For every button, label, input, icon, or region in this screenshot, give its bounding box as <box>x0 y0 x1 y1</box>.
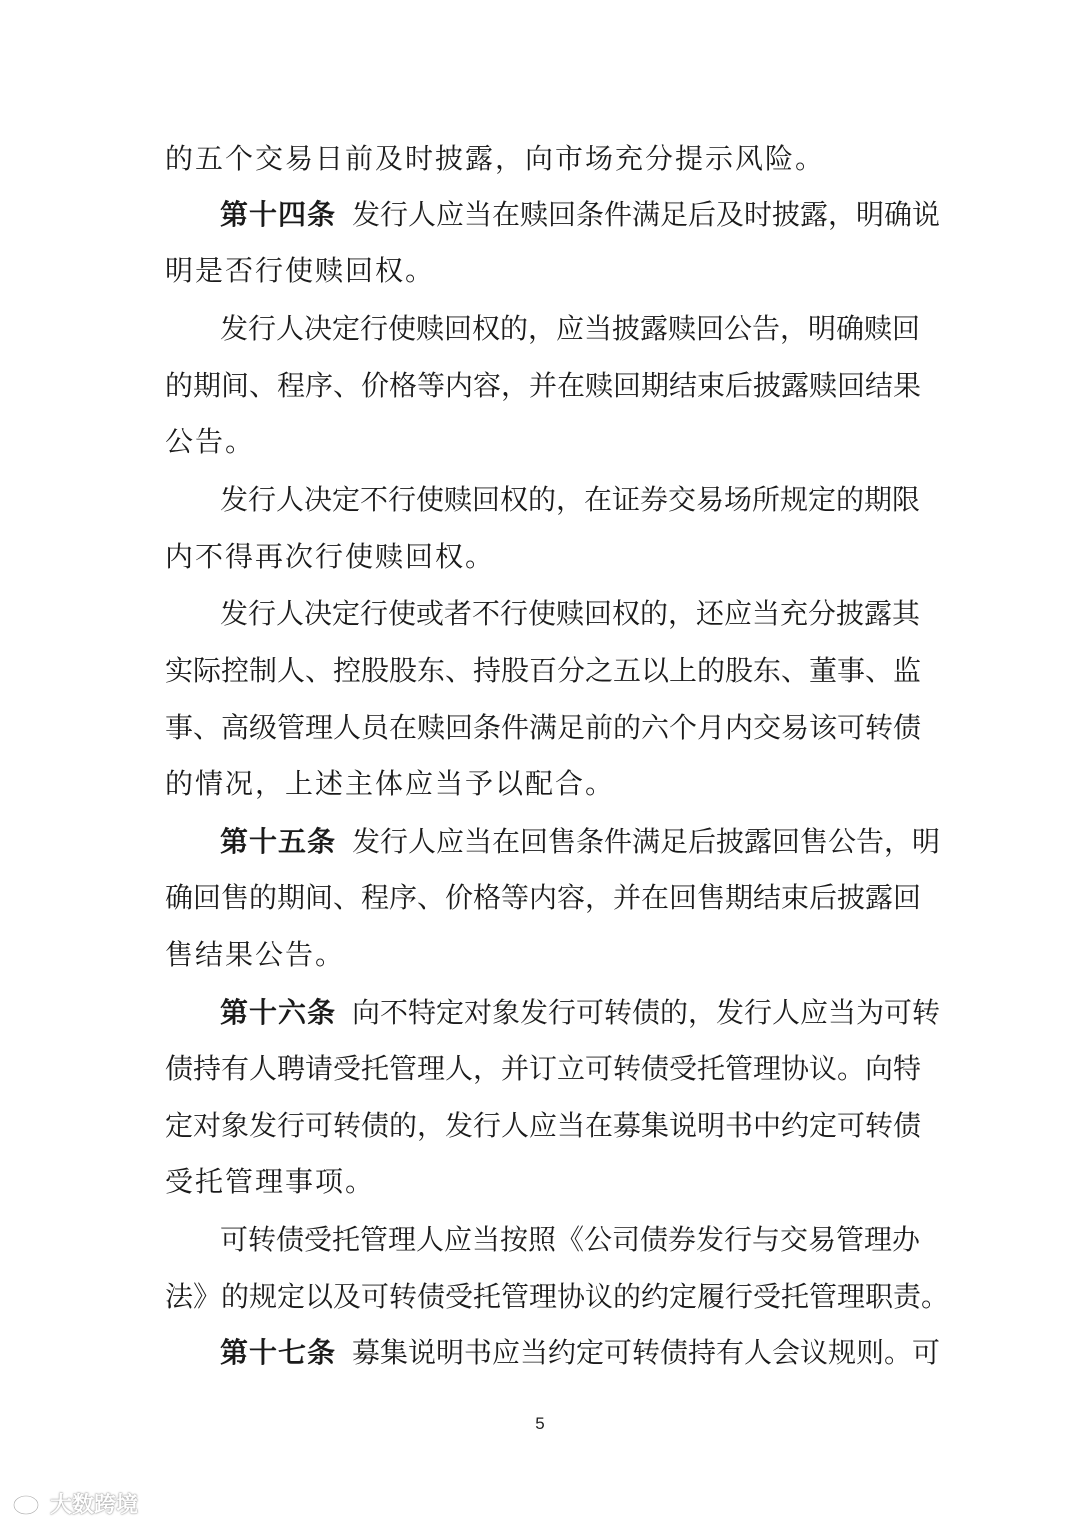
article-text: 募集说明书应当约定可转债持有人会议规则。可 <box>352 1336 941 1369</box>
text-line: 法》的规定以及可转债受托管理协议的约定履行受托管理职责。 <box>165 1280 950 1313</box>
page-number: 5 <box>535 1414 545 1433</box>
article-text: 向不特定对象发行可转债的，发行人应当为可转 <box>352 996 941 1029</box>
article-label: 第十七条 <box>220 1336 337 1369</box>
text-line: 实际控制人、控股股东、持股百分之五以上的股东、董事、监 <box>165 654 922 687</box>
text-line: 售结果公告。 <box>165 938 346 971</box>
text-line: 发行人决定不行使赎回权的，在证券交易场所规定的期限 <box>220 483 921 516</box>
text-line: 的期间、程序、价格等内容，并在赎回期结束后披露赎回结果 <box>165 369 922 402</box>
article-label: 第十四条 <box>220 198 337 231</box>
article-text: 发行人应当在赎回条件满足后及时披露，明确说 <box>352 198 941 231</box>
watermark <box>12 1488 138 1518</box>
article-text: 发行人应当在回售条件满足后披露回售公告，明 <box>352 825 941 858</box>
watermark-text: 大数跨境 <box>50 1492 139 1518</box>
article-label: 第十五条 <box>220 825 337 858</box>
text-line: 债持有人聘请受托管理人，并订立可转债受托管理协议。向特 <box>165 1052 922 1085</box>
article-label: 第十六条 <box>220 996 337 1029</box>
text-line: 内不得再次行使赎回权。 <box>165 540 496 573</box>
text-line: 定对象发行可转债的，发行人应当在募集说明书中约定可转债 <box>165 1109 922 1142</box>
text-line: 可转债受托管理人应当按照《公司债券发行与交易管理办 <box>220 1223 921 1256</box>
text-line: 明是否行使赎回权。 <box>165 254 436 287</box>
text-line: 的情况，上述主体应当予以配合。 <box>165 767 616 800</box>
text-line: 事、高级管理人员在赎回条件满足前的六个月内交易该可转债 <box>165 711 922 744</box>
article-15-heading-line <box>220 822 941 862</box>
article-17-heading-line <box>220 1333 941 1373</box>
text-line: 发行人决定行使赎回权的，应当披露赎回公告，明确赎回 <box>220 312 921 345</box>
article-14-heading-line <box>220 195 941 235</box>
text-line: 的五个交易日前及时披露，向市场充分提示风险。 <box>165 142 826 175</box>
text-line: 发行人决定行使或者不行使赎回权的，还应当充分披露其 <box>220 597 921 630</box>
weibo-logo-icon <box>12 1490 46 1516</box>
text-line: 受托管理事项。 <box>165 1165 376 1198</box>
text-line: 公告。 <box>165 425 256 458</box>
text-line: 确回售的期间、程序、价格等内容，并在回售期结束后披露回 <box>165 881 922 914</box>
article-16-heading-line <box>220 993 941 1033</box>
